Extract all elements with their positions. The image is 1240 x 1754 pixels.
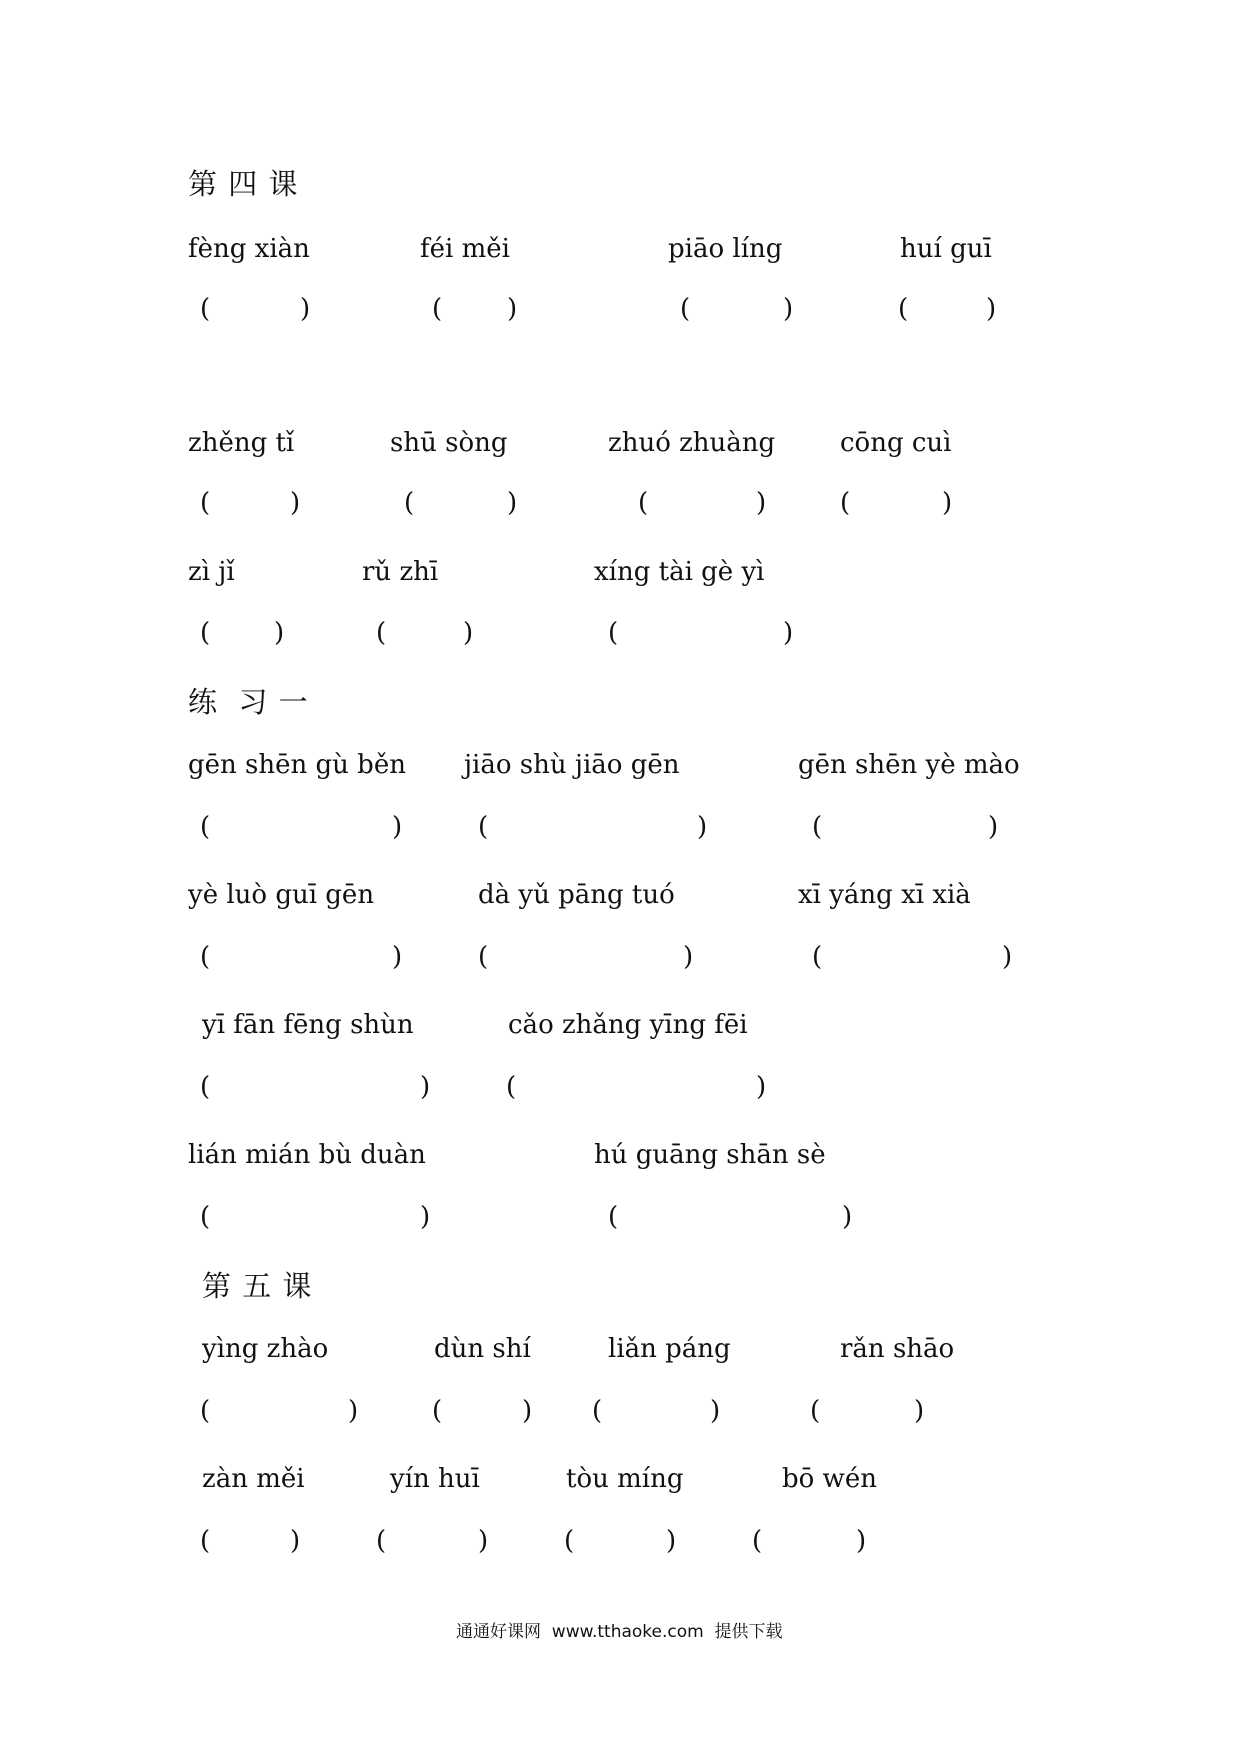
answer-close-paren: ) bbox=[463, 618, 474, 648]
answer-open-paren: ( bbox=[810, 1396, 821, 1426]
answer-close-paren: ) bbox=[300, 294, 311, 324]
pinyin-item: féi měi bbox=[420, 234, 510, 264]
pinyin-item: dà yǔ pāng tuó bbox=[478, 880, 675, 910]
answer-close-paren: ) bbox=[914, 1396, 925, 1426]
pinyin-item: shū sòng bbox=[390, 428, 508, 458]
answer-open-paren: ( bbox=[200, 942, 211, 972]
answer-close-paren: ) bbox=[942, 488, 953, 518]
pinyin-item: bō wén bbox=[782, 1464, 877, 1494]
pinyin-item: zì jǐ bbox=[188, 557, 235, 587]
answer-open-paren: ( bbox=[478, 942, 489, 972]
pinyin-item: gēn shēn yè mào bbox=[798, 750, 1020, 780]
answer-open-paren: ( bbox=[812, 812, 823, 842]
answer-open-paren: ( bbox=[638, 488, 649, 518]
pinyin-item: jiāo shù jiāo gēn bbox=[464, 750, 680, 780]
pinyin-item: liǎn páng bbox=[608, 1334, 731, 1364]
pinyin-item: cǎo zhǎng yīng fēi bbox=[508, 1010, 748, 1040]
answer-close-paren: ) bbox=[274, 618, 285, 648]
pinyin-item: lián mián bù duàn bbox=[188, 1140, 426, 1170]
answer-open-paren: ( bbox=[200, 1202, 211, 1232]
answer-open-paren: ( bbox=[376, 618, 387, 648]
pinyin-item: zàn měi bbox=[202, 1464, 305, 1494]
answer-open-paren: ( bbox=[404, 488, 415, 518]
answer-close-paren: ) bbox=[856, 1526, 867, 1556]
pinyin-item: yín huī bbox=[390, 1464, 480, 1494]
answer-open-paren: ( bbox=[200, 294, 211, 324]
page-footer: 通通好课网 www.tthaoke.com 提供下载 bbox=[456, 1622, 783, 1642]
answer-close-paren: ) bbox=[507, 294, 518, 324]
pinyin-item: gēn shēn gù běn bbox=[188, 750, 406, 780]
pinyin-item: zhěng tǐ bbox=[188, 428, 295, 458]
answer-open-paren: ( bbox=[608, 618, 619, 648]
answer-open-paren: ( bbox=[200, 488, 211, 518]
answer-close-paren: ) bbox=[478, 1526, 489, 1556]
answer-close-paren: ) bbox=[290, 1526, 301, 1556]
pinyin-item: tòu míng bbox=[566, 1464, 684, 1494]
answer-close-paren: ) bbox=[420, 1202, 431, 1232]
answer-close-paren: ) bbox=[697, 812, 708, 842]
answer-close-paren: ) bbox=[986, 294, 997, 324]
pinyin-item: xíng tài gè yì bbox=[594, 557, 765, 587]
answer-close-paren: ) bbox=[842, 1202, 853, 1232]
pinyin-item: dùn shí bbox=[434, 1334, 531, 1364]
pinyin-item: yī fān fēng shùn bbox=[202, 1010, 414, 1040]
lesson5-heading: 第 五 课 bbox=[202, 1269, 313, 1303]
answer-close-paren: ) bbox=[348, 1396, 359, 1426]
answer-close-paren: ) bbox=[392, 812, 403, 842]
answer-close-paren: ) bbox=[392, 942, 403, 972]
answer-open-paren: ( bbox=[564, 1526, 575, 1556]
answer-close-paren: ) bbox=[756, 488, 767, 518]
answer-open-paren: ( bbox=[680, 294, 691, 324]
pinyin-item: zhuó zhuàng bbox=[608, 428, 776, 458]
pinyin-item: piāo líng bbox=[668, 234, 783, 264]
answer-close-paren: ) bbox=[783, 294, 794, 324]
answer-open-paren: ( bbox=[432, 294, 443, 324]
answer-close-paren: ) bbox=[783, 618, 794, 648]
exercise1-heading: 练 习 一 bbox=[188, 685, 309, 719]
answer-open-paren: ( bbox=[608, 1202, 619, 1232]
pinyin-item: cōng cuì bbox=[840, 428, 952, 458]
answer-open-paren: ( bbox=[506, 1072, 517, 1102]
answer-close-paren: ) bbox=[710, 1396, 721, 1426]
pinyin-item: hú guāng shān sè bbox=[594, 1140, 826, 1170]
answer-open-paren: ( bbox=[200, 812, 211, 842]
answer-open-paren: ( bbox=[200, 1526, 211, 1556]
answer-open-paren: ( bbox=[200, 618, 211, 648]
answer-close-paren: ) bbox=[290, 488, 301, 518]
answer-open-paren: ( bbox=[200, 1396, 211, 1426]
answer-open-paren: ( bbox=[752, 1526, 763, 1556]
pinyin-item: huí guī bbox=[900, 234, 992, 264]
pinyin-item: fèng xiàn bbox=[188, 234, 310, 264]
answer-close-paren: ) bbox=[522, 1396, 533, 1426]
pinyin-item: yè luò guī gēn bbox=[188, 880, 375, 910]
pinyin-item: rǎn shāo bbox=[840, 1334, 955, 1364]
answer-open-paren: ( bbox=[898, 294, 909, 324]
answer-close-paren: ) bbox=[756, 1072, 767, 1102]
pinyin-item: rǔ zhī bbox=[362, 557, 439, 587]
answer-close-paren: ) bbox=[420, 1072, 431, 1102]
lesson4-heading: 第 四 课 bbox=[188, 167, 299, 201]
answer-open-paren: ( bbox=[376, 1526, 387, 1556]
pinyin-item: yìng zhào bbox=[202, 1334, 329, 1364]
answer-open-paren: ( bbox=[840, 488, 851, 518]
answer-open-paren: ( bbox=[478, 812, 489, 842]
answer-close-paren: ) bbox=[1002, 942, 1013, 972]
answer-close-paren: ) bbox=[507, 488, 518, 518]
answer-close-paren: ) bbox=[666, 1526, 677, 1556]
answer-close-paren: ) bbox=[988, 812, 999, 842]
answer-open-paren: ( bbox=[432, 1396, 443, 1426]
answer-open-paren: ( bbox=[592, 1396, 603, 1426]
answer-open-paren: ( bbox=[812, 942, 823, 972]
answer-open-paren: ( bbox=[200, 1072, 211, 1102]
pinyin-item: xī yáng xī xià bbox=[798, 880, 971, 910]
answer-close-paren: ) bbox=[683, 942, 694, 972]
